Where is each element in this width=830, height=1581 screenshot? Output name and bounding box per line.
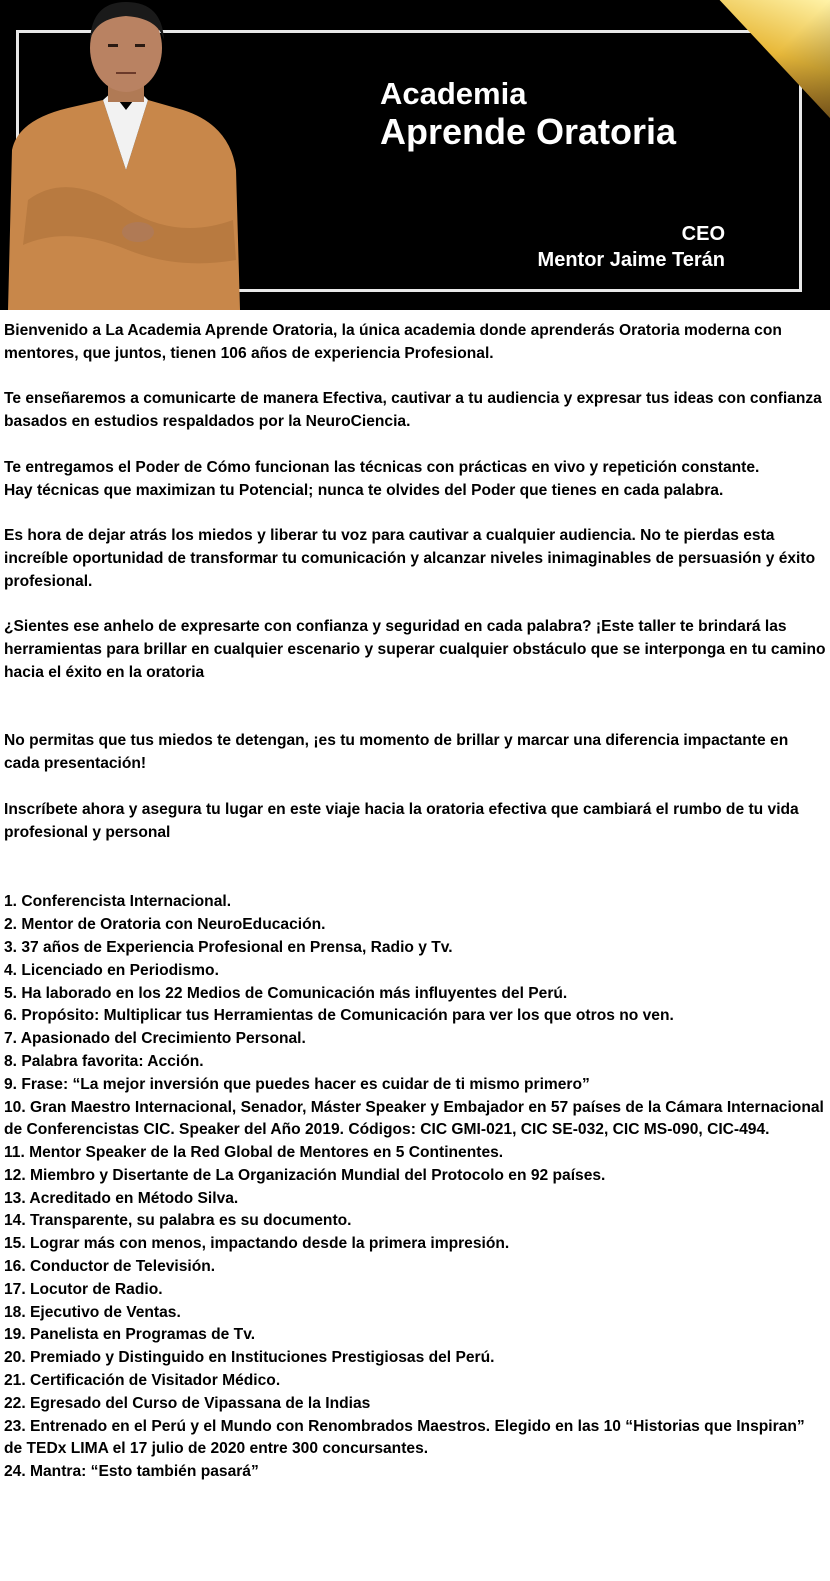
list-item: 11. Mentor Speaker de la Red Global de Mentores en 5 Continentes. — [4, 1144, 504, 1162]
list-item: 12. Miembro y Disertante de La Organización Mundial del Protocolo en 92 países. — [4, 1166, 606, 1184]
intro-paragraph-signup: Inscríbete ahora y asegura tu lugar en este viaje hacia la oratoria efectiva que cambiará el rumbo de tu vida profesional y personal — [4, 800, 799, 841]
list-item: 14. Transparente, su palabra es su documento. — [4, 1212, 352, 1230]
list-item: 18. Ejecutivo de Ventas. — [4, 1303, 181, 1321]
list-item: 23. Entrenado en el Perú y el Mundo con Renombrados Maestros. Elegido en las 10 “Historias que Inspiran” de TEDx LIMA el 17 julio de 2020 entre 300 concursantes. — [4, 1417, 805, 1458]
list-item: 6. Propósito: Multiplicar tus Herramientas de Comunicación para ver los que otros no ven. — [4, 1007, 674, 1025]
list-item: 24. Mantra: “Esto también pasará” — [4, 1463, 259, 1481]
list-item: 16. Conductor de Televisión. — [4, 1258, 216, 1276]
list-item: 13. Acreditado en Método Silva. — [4, 1189, 239, 1207]
list-item: 19. Panelista en Programas de Tv. — [4, 1326, 256, 1344]
banner-mentor-name: Mentor Jaime Terán — [537, 249, 725, 271]
list-item: 7. Apasionado del Crecimiento Personal. — [4, 1030, 306, 1048]
intro-paragraph-power: Te entregamos el Poder de Cómo funcionan las técnicas con prácticas en vivo y repetición constante. — [4, 458, 760, 476]
list-item: 9. Frase: “La mejor inversión que puedes hacer es cuidar de ti mismo primero” — [4, 1075, 590, 1093]
intro-paragraph-teach: Te enseñaremos a comunicarte de manera Efectiva, cautivar a tu audiencia y expresar tus ideas con confianza basados en estudios respaldados por la NeuroCiencia. — [4, 390, 822, 431]
list-item: 17. Locutor de Radio. — [4, 1280, 163, 1298]
header-banner — [0, 0, 830, 310]
list-item: 15. Lograr más con menos, impactando desde la primera impresión. — [4, 1235, 510, 1253]
list-item: 4. Licenciado en Periodismo. — [4, 961, 219, 979]
banner-title-line2: Aprende Oratoria — [380, 111, 677, 152]
list-item: 3. 37 años de Experiencia Profesional en Prensa, Radio y Tv. — [4, 938, 453, 956]
list-item: 22. Egresado del Curso de Vipassana de la Indias — [4, 1394, 371, 1412]
intro-paragraph-shine: No permitas que tus miedos te detengan, ¡es tu momento de brillar y marcar una diferencia impactante en cada presentación! — [4, 732, 789, 773]
credentials-list — [4, 891, 826, 1484]
intro-paragraph-fears: Es hora de dejar atrás los miedos y liberar tu voz para cautivar a cualquier audiencia. No te pierdas esta increíble oportunidad de transformar tu comunicación y alcanzar niveles inimaginables de persuasión y éxito profesional. — [4, 527, 816, 590]
list-item: 10. Gran Maestro Internacional, Senador, Máster Speaker y Embajador en 57 países de la Cámara Internacional de Conferencistas CIC. Speaker del Año 2019. Códigos: CIC GMI-021, CIC SE-032, CIC MS-090, CIC-494. — [4, 1098, 824, 1139]
list-item: 1. Conferencista Internacional. — [4, 893, 232, 911]
banner-title-line1: Academia — [380, 76, 527, 111]
intro-paragraph-techniques: Hay técnicas que maximizan tu Potencial; nunca te olvides del Poder que tienes en cada palabra. — [4, 481, 724, 499]
intro-paragraph-longing: ¿Sientes ese anhelo de expresarte con confianza y seguridad en cada palabra? ¡Este taller te brindará las herramientas para brillar en cualquier escenario y superar cualquier obstáculo que se interponga en tu camino hacia el éxito en la oratoria — [4, 618, 826, 681]
list-item: 5. Ha laborado en los 22 Medios de Comunicación más influyentes del Perú. — [4, 984, 568, 1002]
description-text — [4, 320, 826, 1484]
list-item: 8. Palabra favorita: Acción. — [4, 1052, 204, 1070]
intro-paragraph-welcome: Bienvenido a La Academia Aprende Oratoria, la única academia donde aprenderás Oratoria moderna con mentores, que juntos, tienen 106 años de experiencia Profesional. — [4, 322, 782, 362]
mentor-photo — [8, 0, 240, 310]
banner-role: CEO — [681, 223, 725, 245]
list-item: 2. Mentor de Oratoria con NeuroEducación. — [4, 916, 326, 934]
list-item: 20. Premiado y Distinguido en Instituciones Prestigiosas del Perú. — [4, 1349, 495, 1367]
list-item: 21. Certificación de Visitador Médico. — [4, 1372, 281, 1390]
